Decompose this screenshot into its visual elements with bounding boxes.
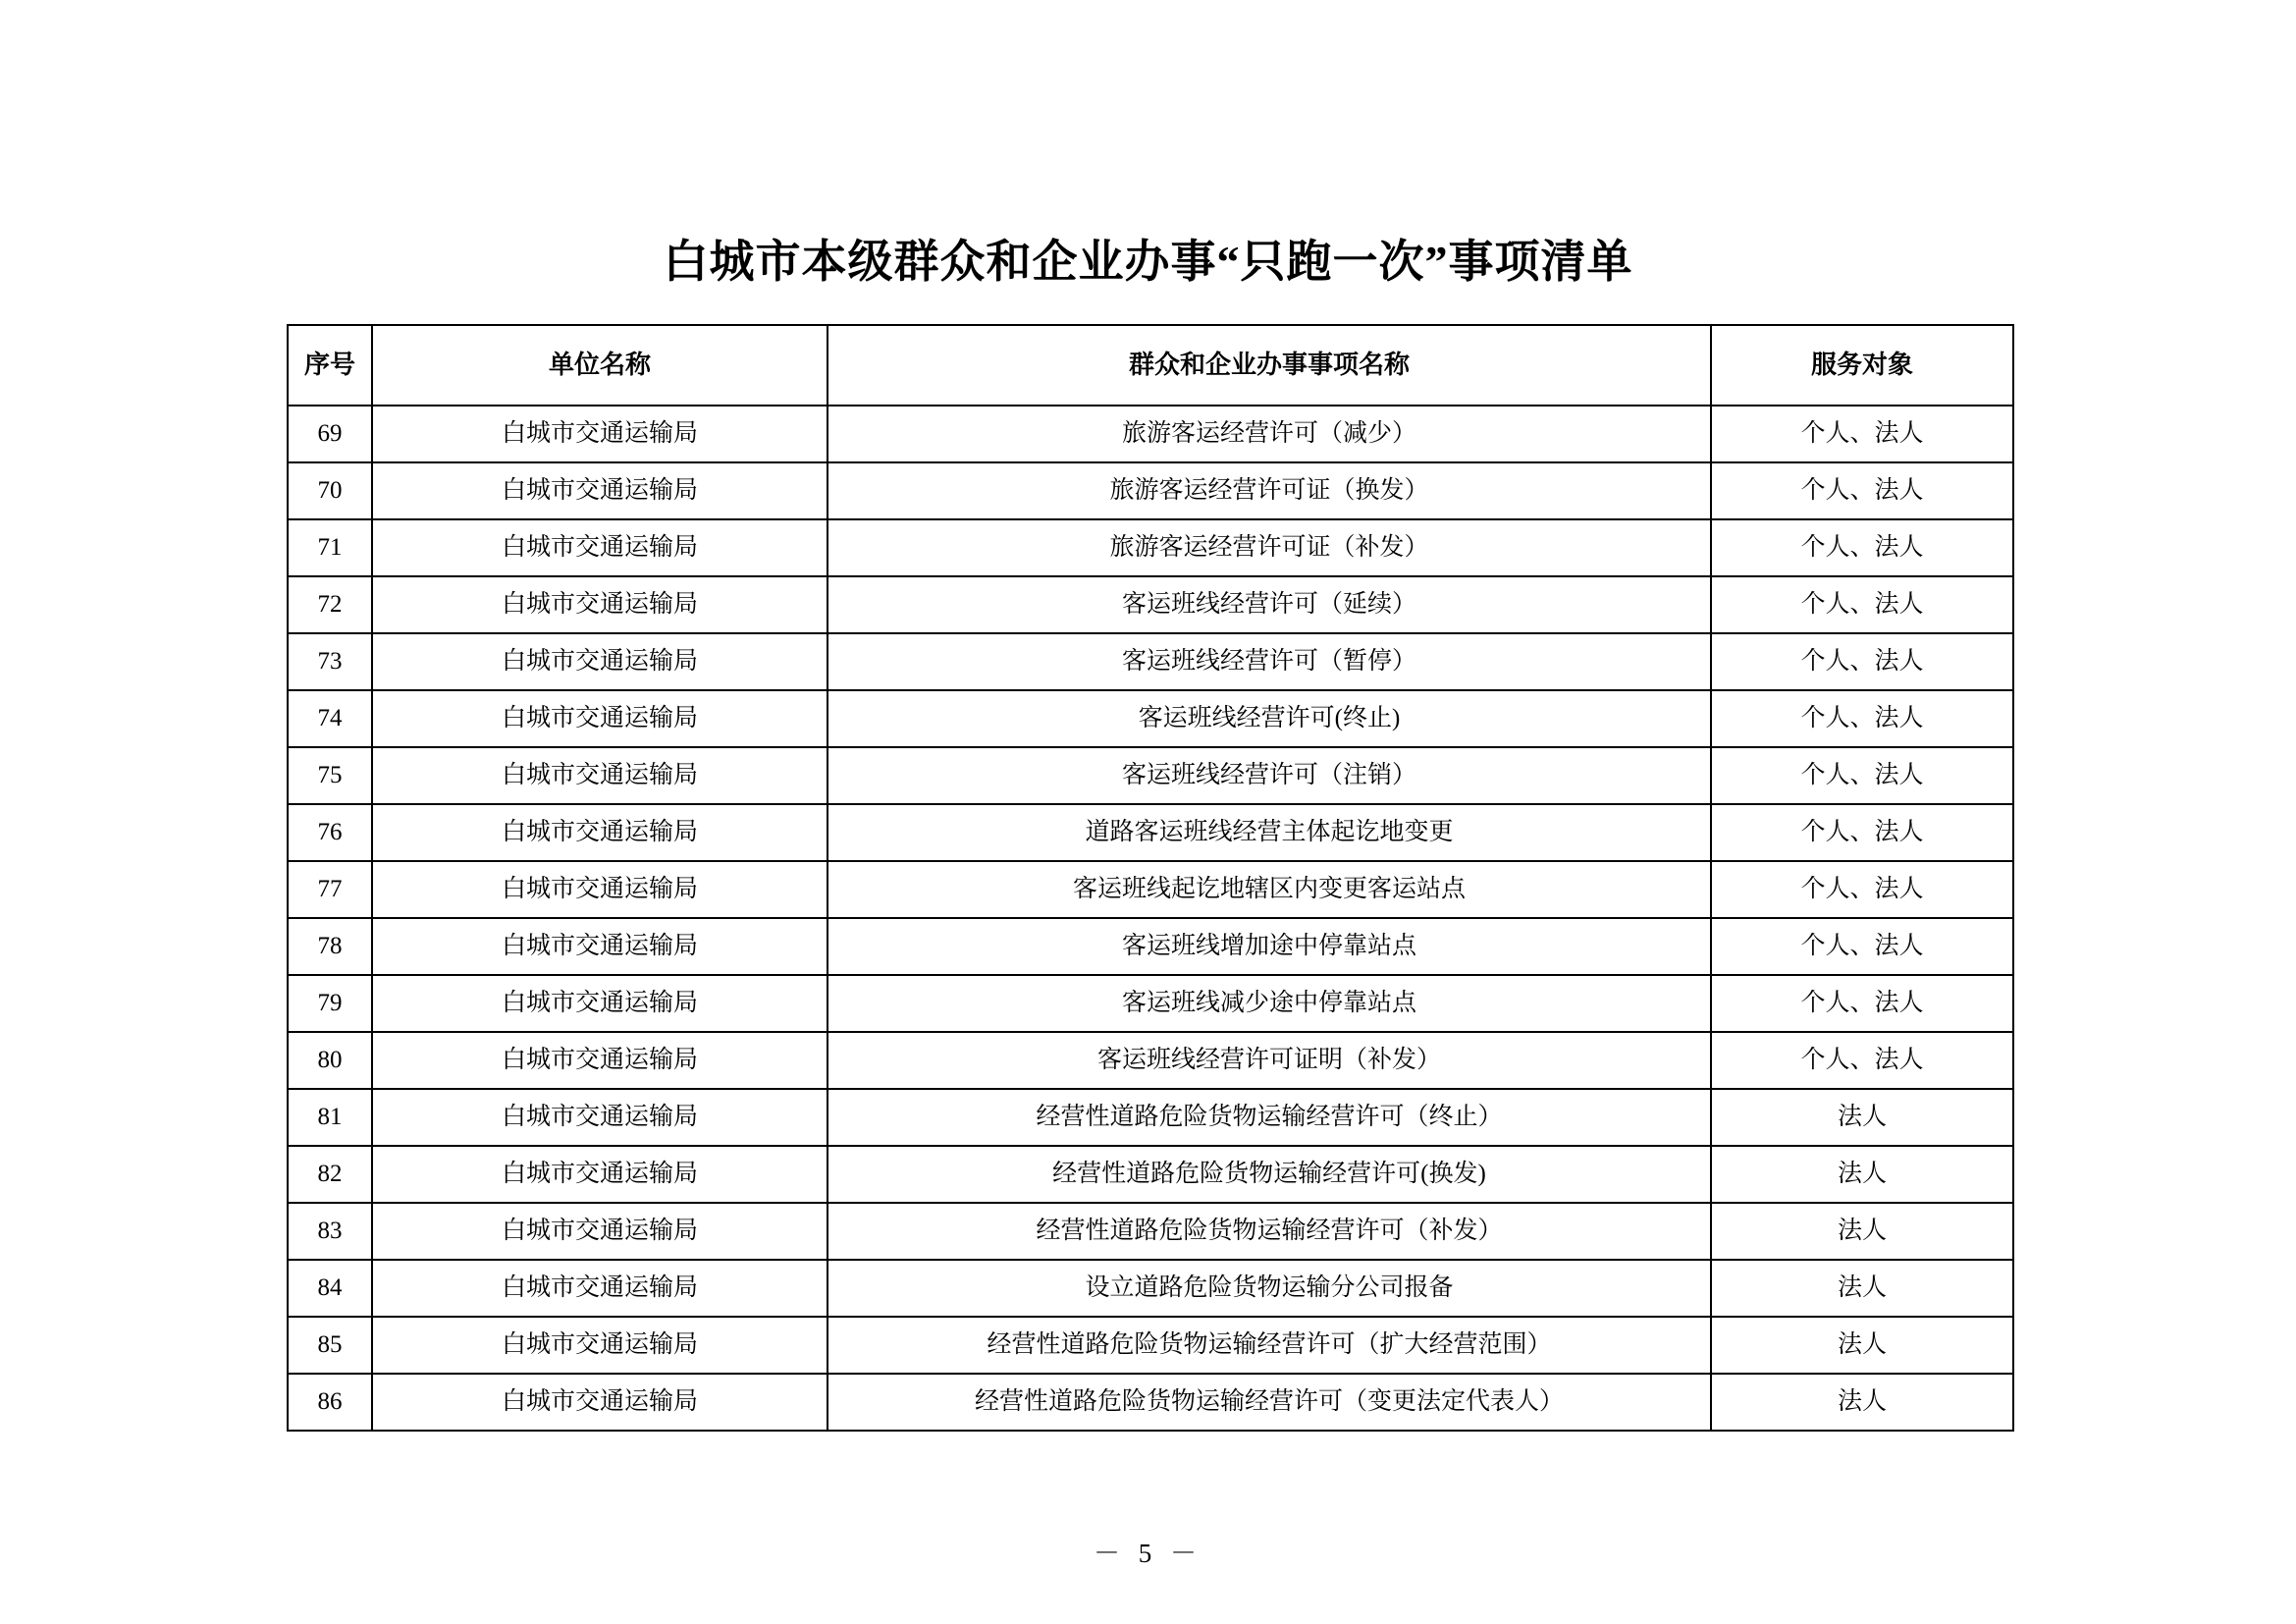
cell-item: 客运班线增加途中停靠站点 <box>828 918 1711 975</box>
cell-object: 法人 <box>1711 1260 2013 1317</box>
cell-object: 法人 <box>1711 1203 2013 1260</box>
cell-object: 法人 <box>1711 1374 2013 1431</box>
table-row <box>288 747 2013 804</box>
cell-unit: 白城市交通运输局 <box>372 1374 828 1431</box>
cell-seq: 80 <box>288 1032 372 1089</box>
cell-item: 客运班线经营许可（暂停） <box>828 633 1711 690</box>
cell-seq: 74 <box>288 690 372 747</box>
cell-item: 设立道路危险货物运输分公司报备 <box>828 1260 1711 1317</box>
cell-object: 个人、法人 <box>1711 462 2013 519</box>
table-row <box>288 576 2013 633</box>
cell-unit: 白城市交通运输局 <box>372 747 828 804</box>
cell-object: 个人、法人 <box>1711 804 2013 861</box>
table-header <box>288 325 2013 406</box>
cell-item: 经营性道路危险货物运输经营许可（变更法定代表人） <box>828 1374 1711 1431</box>
table-row <box>288 1146 2013 1203</box>
cell-item: 经营性道路危险货物运输经营许可（终止） <box>828 1089 1711 1146</box>
cell-unit: 白城市交通运输局 <box>372 1260 828 1317</box>
cell-unit: 白城市交通运输局 <box>372 462 828 519</box>
cell-object: 个人、法人 <box>1711 406 2013 462</box>
table-row <box>288 918 2013 975</box>
table-row <box>288 804 2013 861</box>
table-row <box>288 1032 2013 1089</box>
cell-item: 客运班线经营许可（延续） <box>828 576 1711 633</box>
cell-item: 道路客运班线经营主体起讫地变更 <box>828 804 1711 861</box>
cell-unit: 白城市交通运输局 <box>372 1203 828 1260</box>
cell-item: 旅游客运经营许可（减少） <box>828 406 1711 462</box>
cell-object: 个人、法人 <box>1711 1032 2013 1089</box>
table-row <box>288 690 2013 747</box>
cell-item: 客运班线减少途中停靠站点 <box>828 975 1711 1032</box>
table-row <box>288 519 2013 576</box>
table-header-row <box>288 325 2013 406</box>
items-table <box>287 324 2014 1432</box>
cell-object: 个人、法人 <box>1711 975 2013 1032</box>
cell-unit: 白城市交通运输局 <box>372 918 828 975</box>
cell-item: 客运班线经营许可（注销） <box>828 747 1711 804</box>
cell-object: 个人、法人 <box>1711 633 2013 690</box>
table-row <box>288 462 2013 519</box>
cell-item: 经营性道路危险货物运输经营许可(换发) <box>828 1146 1711 1203</box>
cell-object: 个人、法人 <box>1711 861 2013 918</box>
cell-item: 旅游客运经营许可证（换发） <box>828 462 1711 519</box>
cell-unit: 白城市交通运输局 <box>372 406 828 462</box>
cell-object: 个人、法人 <box>1711 576 2013 633</box>
cell-object: 个人、法人 <box>1711 747 2013 804</box>
cell-unit: 白城市交通运输局 <box>372 804 828 861</box>
page-title: 白城市本级群众和企业办事“只跑一次”事项清单 <box>663 237 1633 287</box>
table-row <box>288 406 2013 462</box>
table-row <box>288 1089 2013 1146</box>
cell-object: 个人、法人 <box>1711 519 2013 576</box>
cell-seq: 76 <box>288 804 372 861</box>
cell-object: 法人 <box>1711 1146 2013 1203</box>
cell-seq: 83 <box>288 1203 372 1260</box>
cell-unit: 白城市交通运输局 <box>372 519 828 576</box>
cell-unit: 白城市交通运输局 <box>372 576 828 633</box>
cell-item: 旅游客运经营许可证（补发） <box>828 519 1711 576</box>
cell-seq: 84 <box>288 1260 372 1317</box>
cell-unit: 白城市交通运输局 <box>372 1032 828 1089</box>
cell-item: 客运班线经营许可证明（补发） <box>828 1032 1711 1089</box>
cell-object: 个人、法人 <box>1711 690 2013 747</box>
cell-seq: 69 <box>288 406 372 462</box>
cell-unit: 白城市交通运输局 <box>372 690 828 747</box>
cell-unit: 白城市交通运输局 <box>372 1146 828 1203</box>
cell-item: 经营性道路危险货物运输经营许可（补发） <box>828 1203 1711 1260</box>
table-row <box>288 1317 2013 1374</box>
cell-object: 法人 <box>1711 1089 2013 1146</box>
cell-unit: 白城市交通运输局 <box>372 1317 828 1374</box>
cell-item: 客运班线起讫地辖区内变更客运站点 <box>828 861 1711 918</box>
cell-seq: 81 <box>288 1089 372 1146</box>
cell-seq: 70 <box>288 462 372 519</box>
cell-object: 法人 <box>1711 1317 2013 1374</box>
cell-seq: 86 <box>288 1374 372 1431</box>
column-header-item: 群众和企业办事事项名称 <box>828 325 1711 406</box>
cell-seq: 79 <box>288 975 372 1032</box>
table-row <box>288 975 2013 1032</box>
table-row <box>288 633 2013 690</box>
cell-unit: 白城市交通运输局 <box>372 633 828 690</box>
items-table-container <box>287 324 2012 1432</box>
column-header-unit: 单位名称 <box>372 325 828 406</box>
column-header-object: 服务对象 <box>1711 325 2013 406</box>
table-row <box>288 1374 2013 1431</box>
cell-seq: 78 <box>288 918 372 975</box>
cell-seq: 72 <box>288 576 372 633</box>
cell-unit: 白城市交通运输局 <box>372 861 828 918</box>
cell-seq: 71 <box>288 519 372 576</box>
cell-seq: 73 <box>288 633 372 690</box>
cell-seq: 75 <box>288 747 372 804</box>
table-row <box>288 861 2013 918</box>
cell-unit: 白城市交通运输局 <box>372 1089 828 1146</box>
column-header-seq: 序号 <box>288 325 372 406</box>
cell-seq: 82 <box>288 1146 372 1203</box>
table-body <box>288 406 2013 1431</box>
cell-unit: 白城市交通运输局 <box>372 975 828 1032</box>
cell-item: 客运班线经营许可(终止) <box>828 690 1711 747</box>
cell-seq: 77 <box>288 861 372 918</box>
page-number: － 5 － <box>1094 1539 1202 1568</box>
table-row <box>288 1260 2013 1317</box>
cell-seq: 85 <box>288 1317 372 1374</box>
cell-object: 个人、法人 <box>1711 918 2013 975</box>
table-row <box>288 1203 2013 1260</box>
cell-item: 经营性道路危险货物运输经营许可（扩大经营范围） <box>828 1317 1711 1374</box>
